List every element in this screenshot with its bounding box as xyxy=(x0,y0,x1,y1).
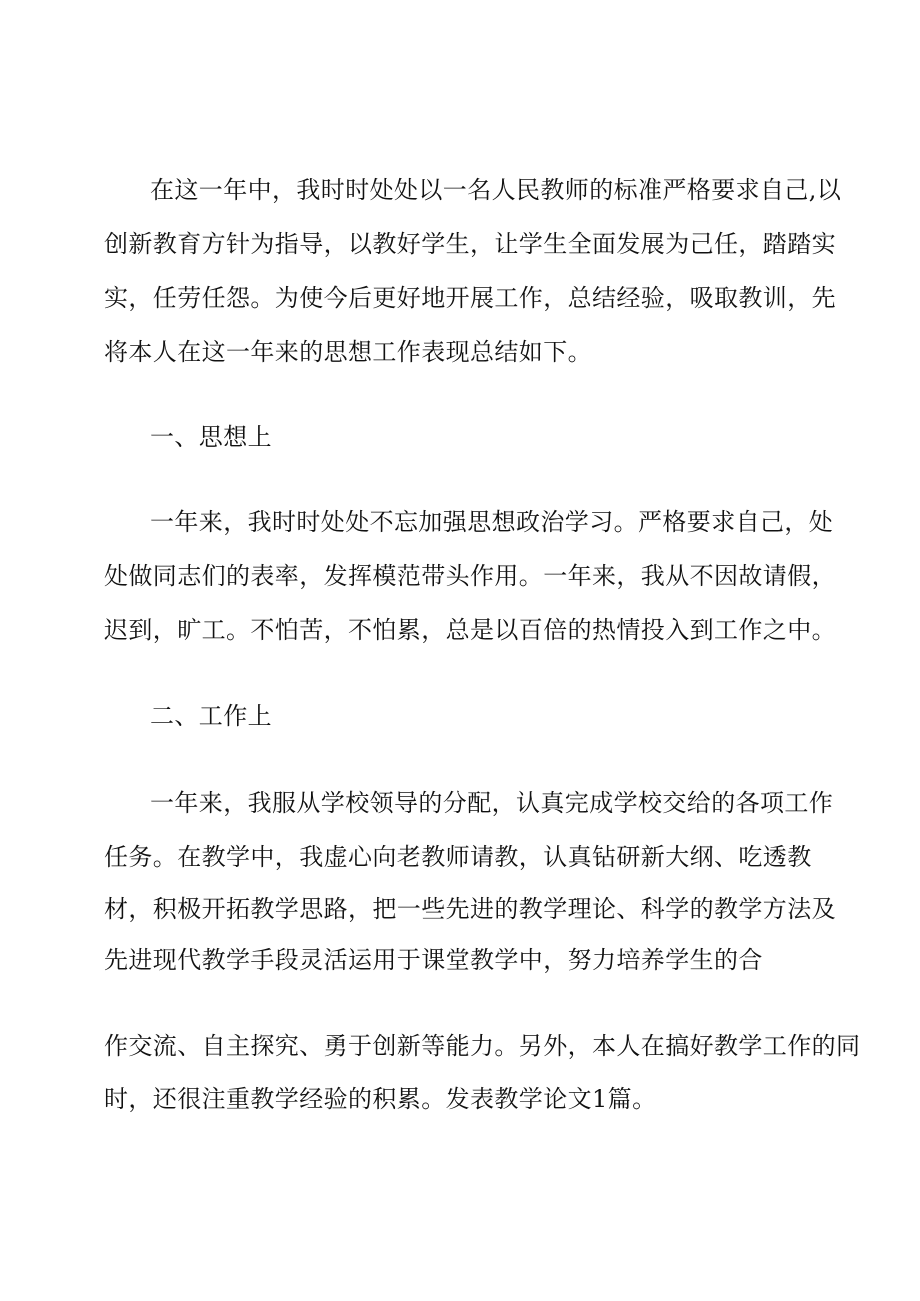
paragraph-1-line-1: 在这一年中，我时时处处以一名人民教师的标准严格要求自己,以 xyxy=(150,176,842,204)
paragraph-3-line-2: 任务。在教学中，我虚心向老教师请教，认真钻研新大纲、吃透教 xyxy=(104,843,812,871)
section-heading-work: 二、工作上 xyxy=(150,702,272,730)
paragraph-2-line-1: 一年来，我时时处处不忘加强思想政治学习。严格要求自己，处 xyxy=(150,508,834,536)
paragraph-3-line-4: 先进现代教学手段灵活运用于课堂教学中，努力培养学生的合 xyxy=(104,946,763,974)
paragraph-4-line-2: 时，还很注重教学经验的积累。发表教学论文1篇。 xyxy=(104,1085,657,1113)
paragraph-4-line-1: 作交流、自主探究、勇于创新等能力。另外，本人在搞好教学工作的同 xyxy=(104,1032,861,1060)
paragraph-3-line-1: 一年来，我服从学校领导的分配，认真完成学校交给的各项工作 xyxy=(150,789,834,817)
paragraph-2-line-3: 迟到，旷工。不怕苦，不怕累，总是以百倍的热情投入到工作之中。 xyxy=(104,616,836,644)
paragraph-3-line-3: 材，积极开拓教学思路，把一些先进的教学理论、科学的教学方法及 xyxy=(104,895,836,923)
section-heading-thought: 一、思想上 xyxy=(150,423,272,451)
paragraph-1-line-4: 将本人在这一年来的思想工作表现总结如下。 xyxy=(104,338,592,366)
paragraph-2-line-2: 处做同志们的表率，发挥模范带头作用。一年来，我从不因故请假， xyxy=(104,562,836,590)
paragraph-1-line-3: 实，任劳任怨。为使今后更好地开展工作，总结经验，吸取教训，先 xyxy=(104,284,836,312)
paragraph-1-line-2: 创新教育方针为指导，以教好学生，让学生全面发展为己任，踏踏实 xyxy=(104,230,836,258)
